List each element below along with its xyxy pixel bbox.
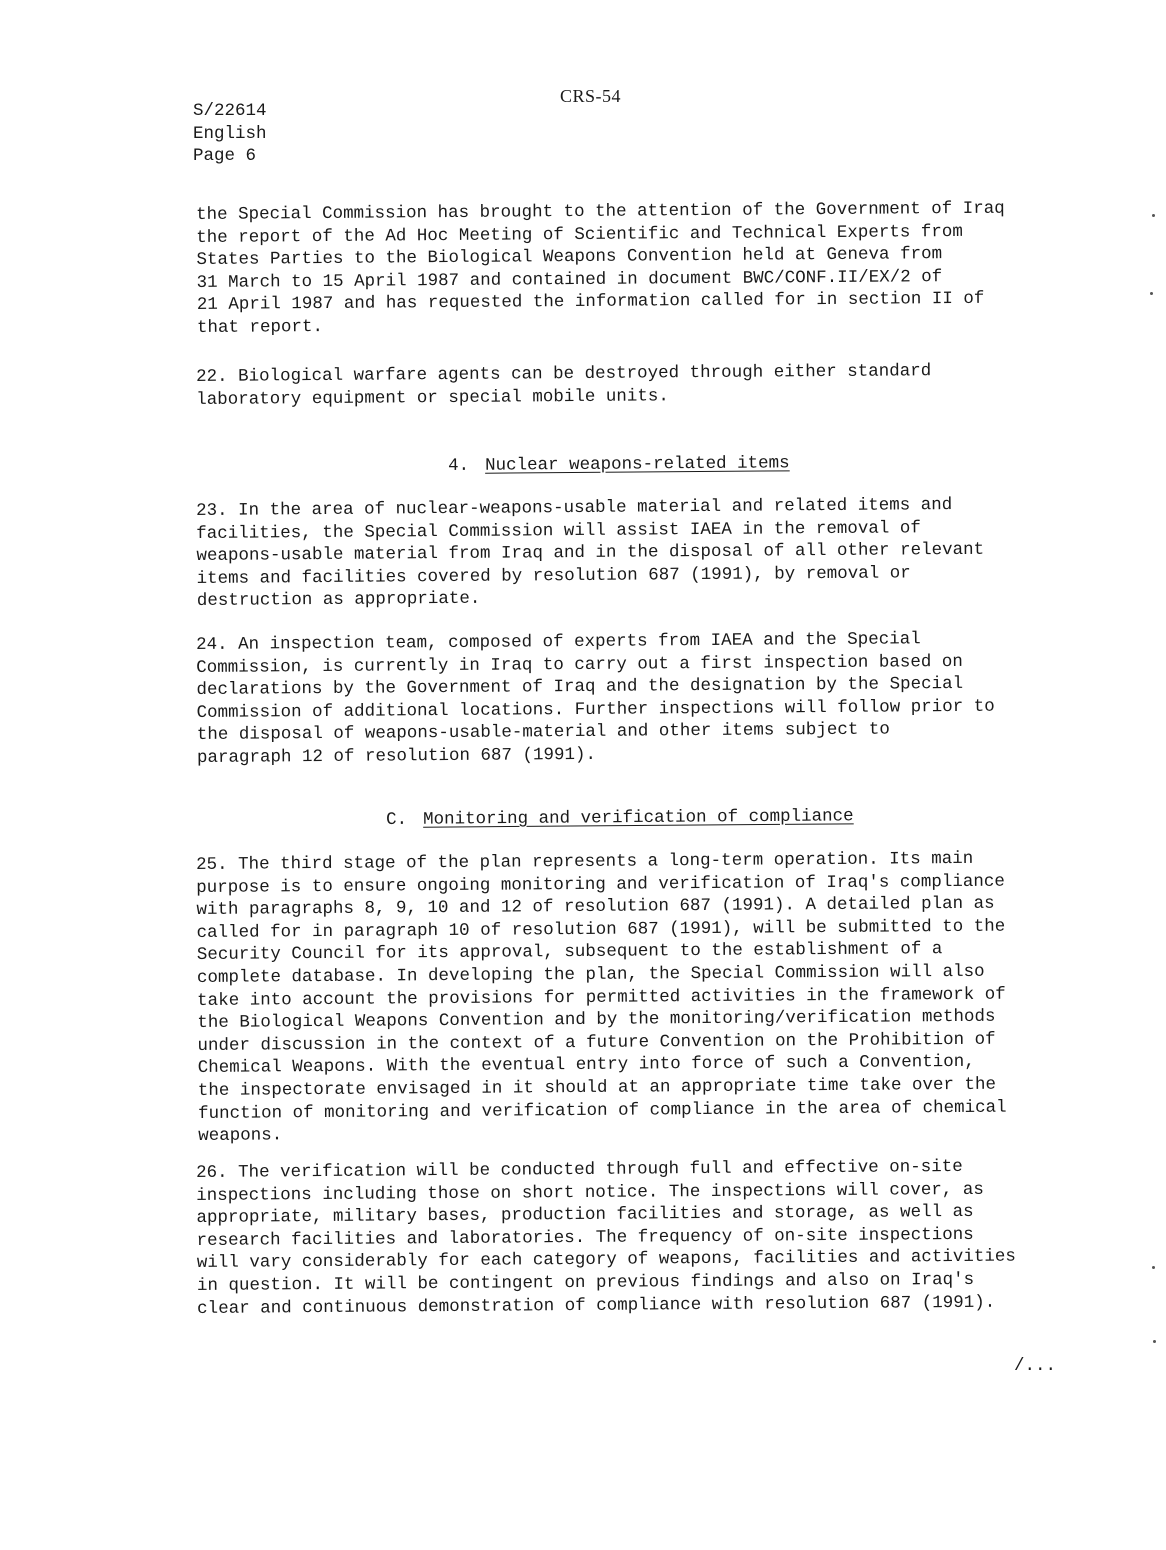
document-symbol-block: [193, 100, 267, 168]
paragraph-23: 23. In the area of nuclear-weapons-usable material and related items and facilities, the Special Commission will assist IAEA in the removal of weapons-usable material from Iraq and in the disposal of all other relevant items and facilities covered by resolution 687 (1991), by removal or destruction as appropriate.: [196, 495, 985, 612]
section-heading-c: [386, 806, 854, 830]
page-number: Page 6: [193, 146, 257, 166]
scan-speck: [1150, 292, 1153, 295]
document-symbol: S/22614: [193, 101, 267, 121]
continued-marker: /...: [1014, 1356, 1057, 1376]
section-number: 4.: [448, 455, 470, 476]
paragraph-continued: the Special Commission has brought to the attention of the Government of Iraq the report of the Ad Hoc Meeting of Scientific and Technical Experts from States Parties to the Biological Weapons Convention held at Geneva from 31 March to 15 April 1987 and contained in document BWC/CONF.II/EX/2 of 21 April 1987 and has requested the information called for in section II of that report.: [196, 198, 1005, 338]
scan-speck: [1152, 1266, 1155, 1269]
paragraph-26: 26. The verification will be conducted through full and effective on-site inspections including those on short notice. The inspections will cover, as appropriate, military bases, production facilities and storage, as well as research facilities and laboratories. The frequency of on-site inspections will vary considerably for each category of weapons, facilities and activities in question. It will be contingent on previous findings and also on Iraq's clear and continuous demonstration of compliance with resolution 687 (1991).: [196, 1156, 1016, 1319]
paragraph-25: 25. The third stage of the plan represents a long-term operation. Its main purpose is to ensure ongoing monitoring and verification of Iraq's compliance with paragraphs 8, 9, 10 and 12 of resolution 687 (1991). A detailed plan as called for in paragraph 10 of resolution 687 (1991), will be submitted to the Security Council for its approval, subsequent to the establishment of a complete database. In developing the plan, the Special Commission will also take into account the provisions for permitted activities in the framework of the Biological Weapons Convention and by the monitoring/verification methods under discussion in the context of a future Convention on the Prohibition of Chemical Weapons. With the eventual entry into force of such a Convention, the inspectorate envisaged in it should at an appropriate time take over the function of monitoring and verification of compliance in the area of chemical weapons.: [196, 848, 1007, 1147]
section-letter: C.: [386, 809, 408, 830]
document-language: English: [193, 123, 267, 144]
section-title: Nuclear weapons-related items: [485, 453, 790, 476]
section-title: Monitoring and verification of compliance: [423, 806, 854, 830]
paragraph-24: 24. An inspection team, composed of experts from IAEA and the Special Commission, is currently in Iraq to carry out a first inspection based on declarations by the Government of Iraq and the designation by the Special Commission of additional locations. Further inspections will follow prior to the disposal of weapons-usable-material and other items subject to paragraph 12 of resolution 687 (1991).: [196, 629, 995, 768]
page-reference: CRS-54: [560, 86, 622, 106]
paragraph-22: 22. Biological warfare agents can be destroyed through either standard laboratory equipment or special mobile units.: [196, 361, 932, 410]
scan-speck: [1152, 214, 1155, 217]
section-heading-4: [448, 453, 790, 476]
scan-speck: [1153, 1340, 1156, 1343]
